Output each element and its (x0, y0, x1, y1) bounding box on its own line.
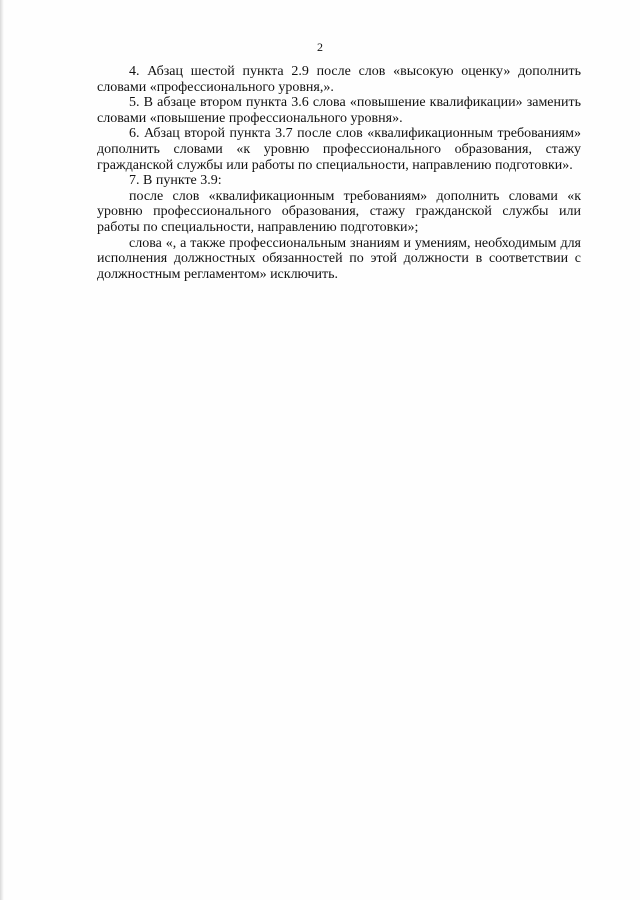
paragraph-item-5: 5. В абзаце втором пункта 3.6 слова «повышение квалификации» заменить словами «повышение профессионального уровня». (97, 95, 581, 126)
page-number: 2 (317, 40, 323, 54)
paragraph-item-7-sub-1: после слов «квалификационным требованиям» дополнить словами «к уровню профессионального образования, стажу гражданской службы или работы по специальности, направлению подготовки»; (97, 188, 581, 235)
paragraph-item-6: 6. Абзац второй пункта 3.7 после слов «квалификационным требованиям» дополнить словами «к уровню профессионального образования, стажу гражданской службы или работы по специальности, направлению подготовки». (97, 126, 581, 173)
paragraph-item-4: 4. Абзац шестой пункта 2.9 после слов «высокую оценку» дополнить словами «профессионального уровня,». (97, 64, 581, 95)
scan-edge-artifact (0, 0, 4, 900)
document-body (97, 64, 581, 282)
paragraph-item-7-sub-2: слова «, а также профессиональным знаниям и умениям, необходимым для исполнения должностных обязанностей по этой должности в соответствии с должностным регламентом» исключить. (97, 235, 581, 282)
paragraph-item-7: 7. В пункте 3.9: (129, 173, 222, 189)
